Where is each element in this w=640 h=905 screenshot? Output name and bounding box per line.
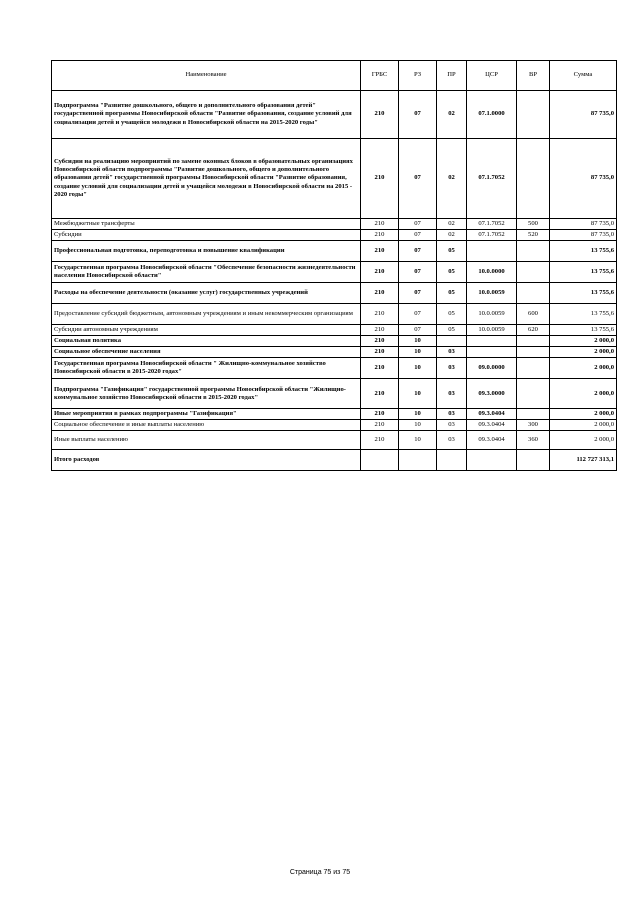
cell-name: Подпрограмма "Развитие дошкольного, общего и дополнительного образования детей" государственной программы Новосибирской области "Развитие образования, создание условий для социализации детей и учащейся молодежи в Новосибирской области на 2015-2020 годы" [52,91,361,139]
cell-vr [517,409,550,420]
cell-rz: 07 [399,325,437,336]
cell-vr [517,450,550,471]
cell-vr: 500 [517,219,550,230]
table-row [52,431,617,450]
table-row [52,304,617,325]
table-row [52,420,617,431]
cell-pr: 05 [437,325,467,336]
cell-pr: 03 [437,409,467,420]
cell-pr: 03 [437,420,467,431]
cell-csr: 10.0.0059 [467,283,517,304]
cell-pr: 05 [437,262,467,283]
cell-sum: 2 000,0 [550,409,617,420]
cell-vr [517,139,550,219]
table-row [52,91,617,139]
table-row [52,262,617,283]
cell-grbs: 210 [361,409,399,420]
cell-vr: 360 [517,431,550,450]
cell-name: Профессиональная подготовка, переподготовка и повышение квалификации [52,241,361,262]
budget-table [51,60,617,471]
cell-csr: 10.0.0059 [467,325,517,336]
cell-pr: 03 [437,347,467,358]
cell-rz: 10 [399,409,437,420]
table-row [52,283,617,304]
cell-rz: 07 [399,262,437,283]
cell-rz: 07 [399,91,437,139]
header-name: Наименование [52,61,361,91]
cell-name: Субсидии [52,230,361,241]
cell-sum: 87 735,0 [550,139,617,219]
cell-csr [467,347,517,358]
cell-vr: 300 [517,420,550,431]
cell-pr [437,336,467,347]
cell-csr: 09.3.0404 [467,431,517,450]
table-row [52,336,617,347]
cell-name: Социальная политика [52,336,361,347]
cell-csr [467,241,517,262]
cell-sum: 2 000,0 [550,379,617,409]
cell-sum: 87 735,0 [550,230,617,241]
cell-csr: 10.0.0059 [467,304,517,325]
cell-csr: 10.0.0000 [467,262,517,283]
cell-pr: 05 [437,304,467,325]
cell-csr: 07.1.7052 [467,219,517,230]
cell-pr: 02 [437,139,467,219]
cell-vr [517,262,550,283]
cell-name: Подпрограмма "Газификация" государственной программы Новосибирской области "Жилищно-коммунальное хозяйство Новосибирской области в 2015-2020 годах" [52,379,361,409]
cell-name: Субсидии на реализацию мероприятий по замене оконных блоков в образовательных организациях Новосибирской области подпрограммы "Развитие дошкольного, общего и дополнительного образования детей" государственной программы Новосибирской области "Развитие образования, создание условий для социализации детей и учащейся молодежи в Новосибирской области на 2015 - 2020 годы" [52,139,361,219]
cell-rz [399,450,437,471]
cell-csr: 07.1.7052 [467,139,517,219]
cell-vr [517,283,550,304]
cell-vr: 600 [517,304,550,325]
cell-csr: 09.3.0404 [467,409,517,420]
cell-vr [517,347,550,358]
header-vr: ВР [517,61,550,91]
cell-vr: 620 [517,325,550,336]
cell-grbs: 210 [361,139,399,219]
cell-sum: 2 000,0 [550,347,617,358]
cell-sum: 2 000,0 [550,358,617,379]
cell-vr: 520 [517,230,550,241]
cell-pr: 03 [437,358,467,379]
cell-grbs: 210 [361,325,399,336]
cell-name: Иные выплаты населению [52,431,361,450]
cell-csr: 09.0.0000 [467,358,517,379]
cell-rz: 07 [399,283,437,304]
cell-pr: 02 [437,219,467,230]
cell-grbs: 210 [361,230,399,241]
page-number: Страница 75 из 75 [289,869,351,876]
cell-pr: 03 [437,431,467,450]
table-row [52,409,617,420]
table-row [52,450,617,471]
cell-csr [467,336,517,347]
cell-sum: 2 000,0 [550,431,617,450]
cell-name: Социальное обеспечение и иные выплаты населению [52,420,361,431]
cell-pr: 03 [437,379,467,409]
cell-rz: 10 [399,358,437,379]
table-row [52,219,617,230]
cell-sum: 2 000,0 [550,420,617,431]
header-pr: ПР [437,61,467,91]
cell-pr: 02 [437,91,467,139]
cell-grbs [361,450,399,471]
cell-grbs: 210 [361,431,399,450]
cell-rz: 10 [399,420,437,431]
table-row [52,139,617,219]
cell-pr: 05 [437,283,467,304]
cell-sum: 87 735,0 [550,91,617,139]
cell-rz: 10 [399,431,437,450]
cell-rz: 10 [399,347,437,358]
table-body [52,91,617,471]
cell-grbs: 210 [361,336,399,347]
cell-vr [517,91,550,139]
cell-name: Государственная программа Новосибирской области " Жилищно-коммунальное хозяйство Новосибирской области в 2015-2020 годах" [52,358,361,379]
cell-sum: 13 755,6 [550,262,617,283]
cell-grbs: 210 [361,283,399,304]
cell-sum: 2 000,0 [550,336,617,347]
table-header-row [52,61,617,91]
cell-name: Социальное обеспечение населения [52,347,361,358]
cell-rz: 10 [399,379,437,409]
cell-name: Итого расходов [52,450,361,471]
cell-rz: 07 [399,304,437,325]
cell-csr [467,450,517,471]
cell-grbs: 210 [361,219,399,230]
cell-vr [517,358,550,379]
cell-sum: 13 755,6 [550,304,617,325]
cell-rz: 07 [399,139,437,219]
header-csr: ЦСР [467,61,517,91]
cell-rz: 07 [399,230,437,241]
cell-pr: 02 [437,230,467,241]
cell-sum: 13 755,6 [550,241,617,262]
cell-grbs: 210 [361,347,399,358]
cell-name: Субсидии автономным учреждениям [52,325,361,336]
cell-name: Предоставление субсидий бюджетным, автономным учреждениям и иным некоммерческим организациям [52,304,361,325]
cell-rz: 07 [399,219,437,230]
cell-grbs: 210 [361,304,399,325]
cell-grbs: 210 [361,358,399,379]
cell-csr: 09.3.0000 [467,379,517,409]
cell-vr [517,241,550,262]
cell-pr: 05 [437,241,467,262]
cell-grbs: 210 [361,420,399,431]
cell-sum: 13 755,6 [550,283,617,304]
header-sum: Сумма [550,61,617,91]
table-row [52,325,617,336]
cell-grbs: 210 [361,379,399,409]
table-row [52,347,617,358]
cell-csr: 07.1.7052 [467,230,517,241]
cell-grbs: 210 [361,262,399,283]
cell-rz: 10 [399,336,437,347]
table-row [52,241,617,262]
table-row [52,379,617,409]
cell-sum: 112 727 313,1 [550,450,617,471]
table-row [52,358,617,379]
cell-name: Межбюджетные трансферты [52,219,361,230]
cell-vr [517,379,550,409]
cell-csr: 09.3.0404 [467,420,517,431]
cell-grbs: 210 [361,91,399,139]
table-row [52,230,617,241]
cell-name: Иные мероприятия в рамках подпрограммы "Газификация" [52,409,361,420]
cell-sum: 87 735,0 [550,219,617,230]
header-rz: РЗ [399,61,437,91]
cell-name: Расходы на обеспечение деятельности (оказание услуг) государственных учреждений [52,283,361,304]
cell-pr [437,450,467,471]
cell-csr: 07.1.0000 [467,91,517,139]
cell-name: Государственная программа Новосибирской области "Обеспечение безопасности жизнедеятельности населения Новосибирской области" [52,262,361,283]
cell-rz: 07 [399,241,437,262]
cell-sum: 13 755,6 [550,325,617,336]
cell-grbs: 210 [361,241,399,262]
header-grbs: ГРБС [361,61,399,91]
cell-vr [517,336,550,347]
